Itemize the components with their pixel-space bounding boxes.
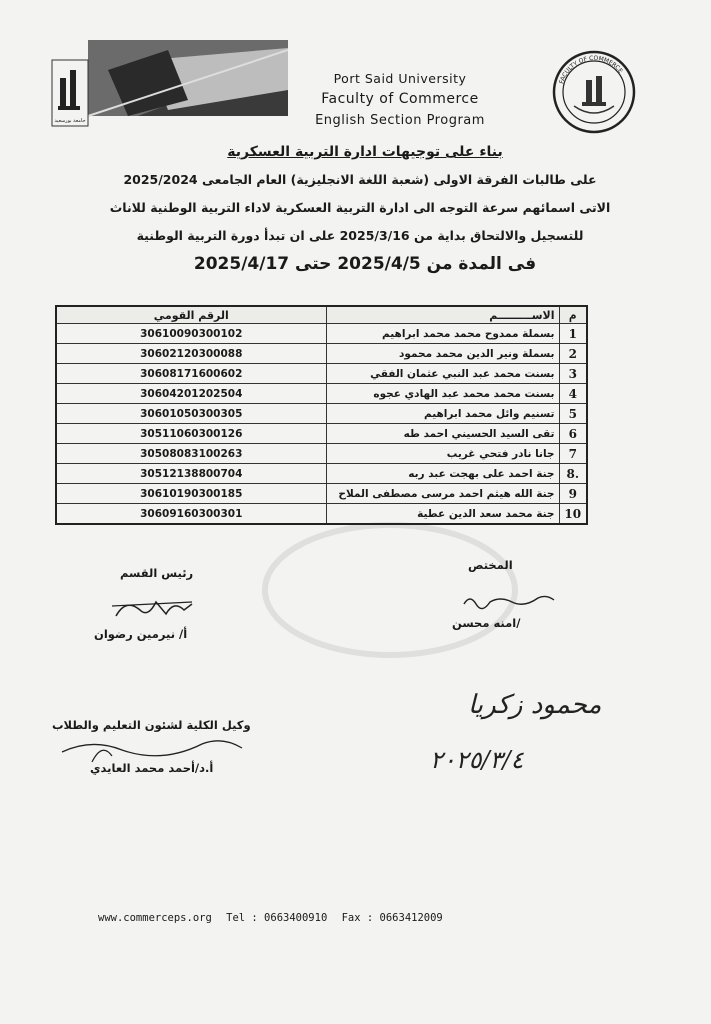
- vice-dean-name: أ.د/أحمد محمد العايدي: [90, 761, 214, 775]
- footer-contact: [98, 912, 451, 924]
- university-name: Port Said University: [333, 71, 467, 86]
- footer-tel: Tel : 0663400910: [226, 912, 328, 924]
- national-id-cell: 30601050300305: [56, 404, 326, 424]
- national-id-cell: 30604201202504: [56, 384, 326, 404]
- name-cell: تسنيم وائل محمد ابراهيم: [326, 404, 559, 424]
- svg-text:FACULTY OF COMMERCE: FACULTY OF COMMERCE: [558, 54, 624, 85]
- intro-line-4: للتسجيل والالتحاق بداية من 2025/3/16 على ان تبدأ دورة التربية الوطنية: [136, 228, 584, 243]
- head-title: رئيس القسم: [120, 566, 194, 580]
- table-row: [56, 484, 587, 504]
- intro-line-1: بناء على توجيهات ادارة التربية العسكرية: [227, 144, 503, 160]
- handwritten-date: ٢٠٢٥/٣/٤: [430, 746, 524, 774]
- number-cell: 5: [559, 404, 587, 424]
- national-id-cell: 30512138800704: [56, 464, 326, 484]
- specialist-title: المختص: [468, 558, 513, 572]
- head-name: أ/ نيرمين رضوان: [94, 627, 188, 641]
- specialist-name: /امنه محسن: [452, 616, 521, 630]
- intro-line-2: على طالبات الفرقة الاولى (شعبة اللغة الانجليزية) العام الجامعى 2025/2024: [123, 172, 597, 187]
- table-row: [56, 464, 587, 484]
- header-national-id: الرقم القومي: [56, 306, 326, 324]
- date-range: فى المدة من 2025/4/5 حتى 2025/4/17: [193, 254, 537, 274]
- footer-website: www.commerceps.org: [98, 912, 212, 924]
- program-name: English Section Program: [315, 113, 485, 128]
- name-cell: بسنت محمد محمد عبد الهادي عجوه: [326, 384, 559, 404]
- number-cell: 4: [559, 384, 587, 404]
- svg-text:جامعة بورسعيد: جامعة بورسعيد: [54, 118, 86, 124]
- name-cell: جنة احمد على بهجت عبد ربه: [326, 464, 559, 484]
- intro-line-3: الاتى اسمائهم سرعة التوجه الى ادارة التربية العسكرية لاداء التربية الوطنية للاناث: [109, 200, 611, 215]
- number-cell: 1: [559, 324, 587, 344]
- number-cell: 8.: [559, 464, 587, 484]
- name-cell: جانا نادر فتحي غريب: [326, 444, 559, 464]
- number-cell: 10: [559, 504, 587, 525]
- header-name: الاســـــــــم: [326, 306, 559, 324]
- name-cell: تقى السيد الحسيني احمد طه: [326, 424, 559, 444]
- table-row: [56, 424, 587, 444]
- faculty-seal: [552, 50, 636, 134]
- specialist-signature: [458, 590, 568, 616]
- national-id-cell: 30610090300102: [56, 324, 326, 344]
- vice-dean-title: وكيل الكلية لشئون التعليم والطلاب: [52, 718, 251, 732]
- national-id-cell: 30609160300301: [56, 504, 326, 525]
- head-signature: [108, 594, 198, 622]
- header-number: م: [559, 306, 587, 324]
- students-table: [55, 305, 588, 525]
- table-row: [56, 324, 587, 344]
- program-logo: [48, 40, 288, 132]
- table-row: [56, 364, 587, 384]
- name-cell: بسملة ممدوح محمد محمد ابراهيم: [326, 324, 559, 344]
- table-row: [56, 404, 587, 424]
- number-cell: 9: [559, 484, 587, 504]
- table-row: [56, 504, 587, 525]
- number-cell: 3: [559, 364, 587, 384]
- table-header-row: [56, 306, 587, 324]
- faculty-name: Faculty of Commerce: [321, 91, 479, 107]
- institution-header: [300, 68, 500, 131]
- name-cell: جنة محمد سعد الدين عطية: [326, 504, 559, 525]
- handwritten-name: محمود زكريا: [468, 690, 602, 720]
- table-row: [56, 344, 587, 364]
- number-cell: 7: [559, 444, 587, 464]
- national-id-cell: 30608171600602: [56, 364, 326, 384]
- national-id-cell: 30602120300088: [56, 344, 326, 364]
- number-cell: 2: [559, 344, 587, 364]
- table-row: [56, 444, 587, 464]
- name-cell: بسملة ونير الدين محمد محمود: [326, 344, 559, 364]
- national-id-cell: 30508083100263: [56, 444, 326, 464]
- name-cell: بسنت محمد عبد النبي عثمان الفقي: [326, 364, 559, 384]
- number-cell: 6: [559, 424, 587, 444]
- table-row: [56, 384, 587, 404]
- name-cell: جنة الله هيثم احمد مرسى مصطفى الملاح: [326, 484, 559, 504]
- national-id-cell: 30511060300126: [56, 424, 326, 444]
- footer-fax: Fax : 0663412009: [341, 912, 443, 924]
- national-id-cell: 30610190300185: [56, 484, 326, 504]
